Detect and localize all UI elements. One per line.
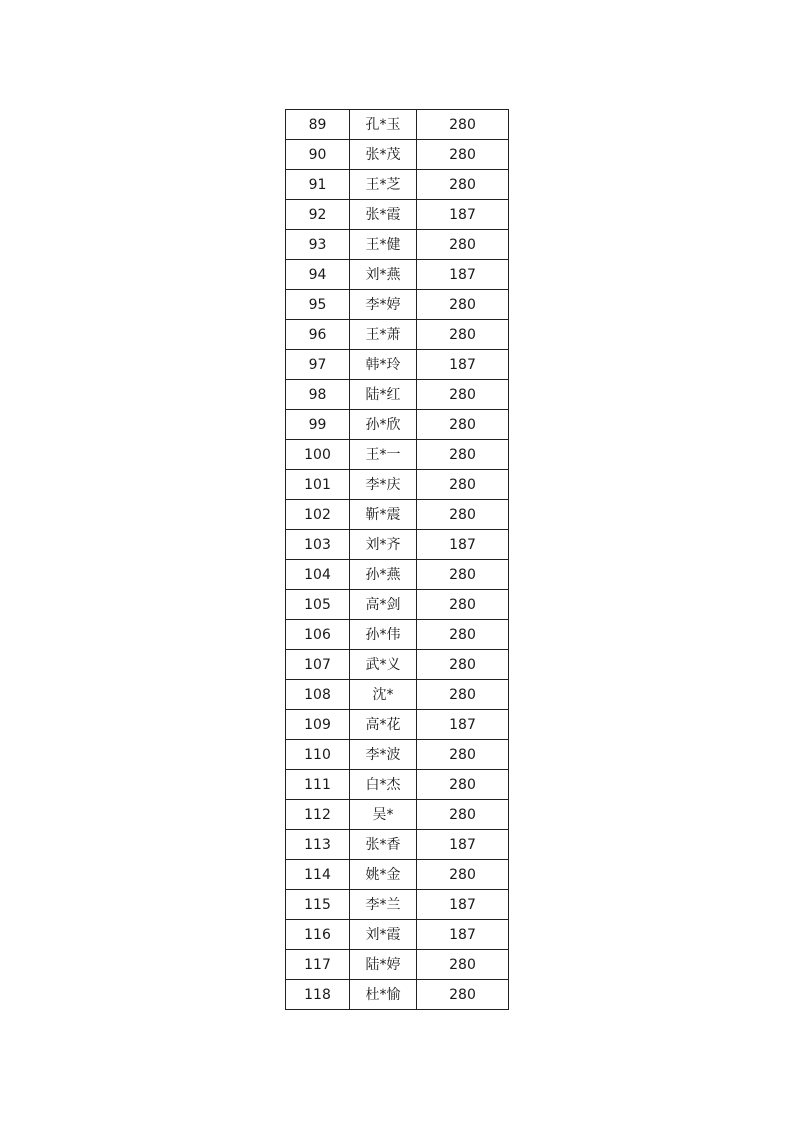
row-number-cell: 115 <box>286 890 350 920</box>
table-row <box>286 260 509 290</box>
amount-cell: 280 <box>417 560 509 590</box>
amount-cell: 187 <box>417 890 509 920</box>
amount-cell: 280 <box>417 770 509 800</box>
table-row <box>286 710 509 740</box>
name-cell: 李*庆 <box>350 470 417 500</box>
table-row <box>286 740 509 770</box>
name-cell: 孔*玉 <box>350 110 417 140</box>
name-cell: 张*茂 <box>350 140 417 170</box>
row-number-cell: 108 <box>286 680 350 710</box>
amount-cell: 280 <box>417 740 509 770</box>
name-cell: 王*芝 <box>350 170 417 200</box>
row-number-cell: 91 <box>286 170 350 200</box>
table-row <box>286 470 509 500</box>
table-row <box>286 140 509 170</box>
row-number-cell: 101 <box>286 470 350 500</box>
table-row <box>286 680 509 710</box>
name-cell: 王*健 <box>350 230 417 260</box>
name-cell: 李*兰 <box>350 890 417 920</box>
name-cell: 刘*霞 <box>350 920 417 950</box>
amount-cell: 187 <box>417 710 509 740</box>
row-number-cell: 89 <box>286 110 350 140</box>
amount-cell: 280 <box>417 230 509 260</box>
name-cell: 孙*欣 <box>350 410 417 440</box>
amount-cell: 280 <box>417 140 509 170</box>
row-number-cell: 93 <box>286 230 350 260</box>
amount-cell: 187 <box>417 200 509 230</box>
row-number-cell: 117 <box>286 950 350 980</box>
amount-cell: 280 <box>417 440 509 470</box>
name-cell: 杜*愉 <box>350 980 417 1010</box>
table-row <box>286 770 509 800</box>
row-number-cell: 118 <box>286 980 350 1010</box>
table-row <box>286 620 509 650</box>
name-cell: 张*香 <box>350 830 417 860</box>
name-cell: 高*剑 <box>350 590 417 620</box>
table-row <box>286 110 509 140</box>
name-cell: 沈* <box>350 680 417 710</box>
name-cell: 王*一 <box>350 440 417 470</box>
amount-cell: 280 <box>417 410 509 440</box>
row-number-cell: 90 <box>286 140 350 170</box>
name-cell: 高*花 <box>350 710 417 740</box>
row-number-cell: 99 <box>286 410 350 440</box>
table-row <box>286 980 509 1010</box>
name-cell: 李*婷 <box>350 290 417 320</box>
table-row <box>286 350 509 380</box>
amount-cell: 280 <box>417 500 509 530</box>
row-number-cell: 98 <box>286 380 350 410</box>
name-cell: 刘*燕 <box>350 260 417 290</box>
row-number-cell: 102 <box>286 500 350 530</box>
row-number-cell: 104 <box>286 560 350 590</box>
name-cell: 陆*红 <box>350 380 417 410</box>
amount-cell: 187 <box>417 260 509 290</box>
table-row <box>286 650 509 680</box>
amount-cell: 280 <box>417 470 509 500</box>
table-row <box>286 890 509 920</box>
table-row <box>286 530 509 560</box>
table-row <box>286 860 509 890</box>
amount-cell: 280 <box>417 650 509 680</box>
name-cell: 武*义 <box>350 650 417 680</box>
row-number-cell: 97 <box>286 350 350 380</box>
table-row <box>286 950 509 980</box>
amount-cell: 280 <box>417 380 509 410</box>
amount-cell: 280 <box>417 590 509 620</box>
row-number-cell: 95 <box>286 290 350 320</box>
name-cell: 靳*震 <box>350 500 417 530</box>
table-row <box>286 800 509 830</box>
row-number-cell: 110 <box>286 740 350 770</box>
row-number-cell: 116 <box>286 920 350 950</box>
table-row <box>286 290 509 320</box>
name-cell: 李*波 <box>350 740 417 770</box>
row-number-cell: 114 <box>286 860 350 890</box>
amount-cell: 280 <box>417 110 509 140</box>
row-number-cell: 109 <box>286 710 350 740</box>
row-number-cell: 96 <box>286 320 350 350</box>
row-number-cell: 105 <box>286 590 350 620</box>
table-row <box>286 590 509 620</box>
amount-cell: 280 <box>417 170 509 200</box>
name-cell: 白*杰 <box>350 770 417 800</box>
row-number-cell: 106 <box>286 620 350 650</box>
roster-table <box>285 109 509 1010</box>
row-number-cell: 103 <box>286 530 350 560</box>
table-row <box>286 560 509 590</box>
roster-table-body <box>286 110 509 1010</box>
row-number-cell: 94 <box>286 260 350 290</box>
amount-cell: 280 <box>417 860 509 890</box>
table-row <box>286 230 509 260</box>
amount-cell: 187 <box>417 920 509 950</box>
name-cell: 王*萧 <box>350 320 417 350</box>
table-row <box>286 440 509 470</box>
row-number-cell: 107 <box>286 650 350 680</box>
table-row <box>286 500 509 530</box>
name-cell: 张*霞 <box>350 200 417 230</box>
row-number-cell: 112 <box>286 800 350 830</box>
row-number-cell: 111 <box>286 770 350 800</box>
table-row <box>286 920 509 950</box>
row-number-cell: 92 <box>286 200 350 230</box>
row-number-cell: 100 <box>286 440 350 470</box>
name-cell: 韩*玲 <box>350 350 417 380</box>
table-row <box>286 320 509 350</box>
table-row <box>286 200 509 230</box>
amount-cell: 280 <box>417 680 509 710</box>
amount-cell: 280 <box>417 800 509 830</box>
amount-cell: 280 <box>417 320 509 350</box>
name-cell: 吴* <box>350 800 417 830</box>
amount-cell: 187 <box>417 350 509 380</box>
name-cell: 孙*燕 <box>350 560 417 590</box>
amount-cell: 187 <box>417 530 509 560</box>
amount-cell: 280 <box>417 950 509 980</box>
table-row <box>286 380 509 410</box>
table-row <box>286 830 509 860</box>
table-row <box>286 410 509 440</box>
name-cell: 陆*婷 <box>350 950 417 980</box>
amount-cell: 187 <box>417 830 509 860</box>
name-cell: 孙*伟 <box>350 620 417 650</box>
name-cell: 刘*齐 <box>350 530 417 560</box>
name-cell: 姚*金 <box>350 860 417 890</box>
amount-cell: 280 <box>417 620 509 650</box>
amount-cell: 280 <box>417 290 509 320</box>
table-row <box>286 170 509 200</box>
amount-cell: 280 <box>417 980 509 1010</box>
row-number-cell: 113 <box>286 830 350 860</box>
